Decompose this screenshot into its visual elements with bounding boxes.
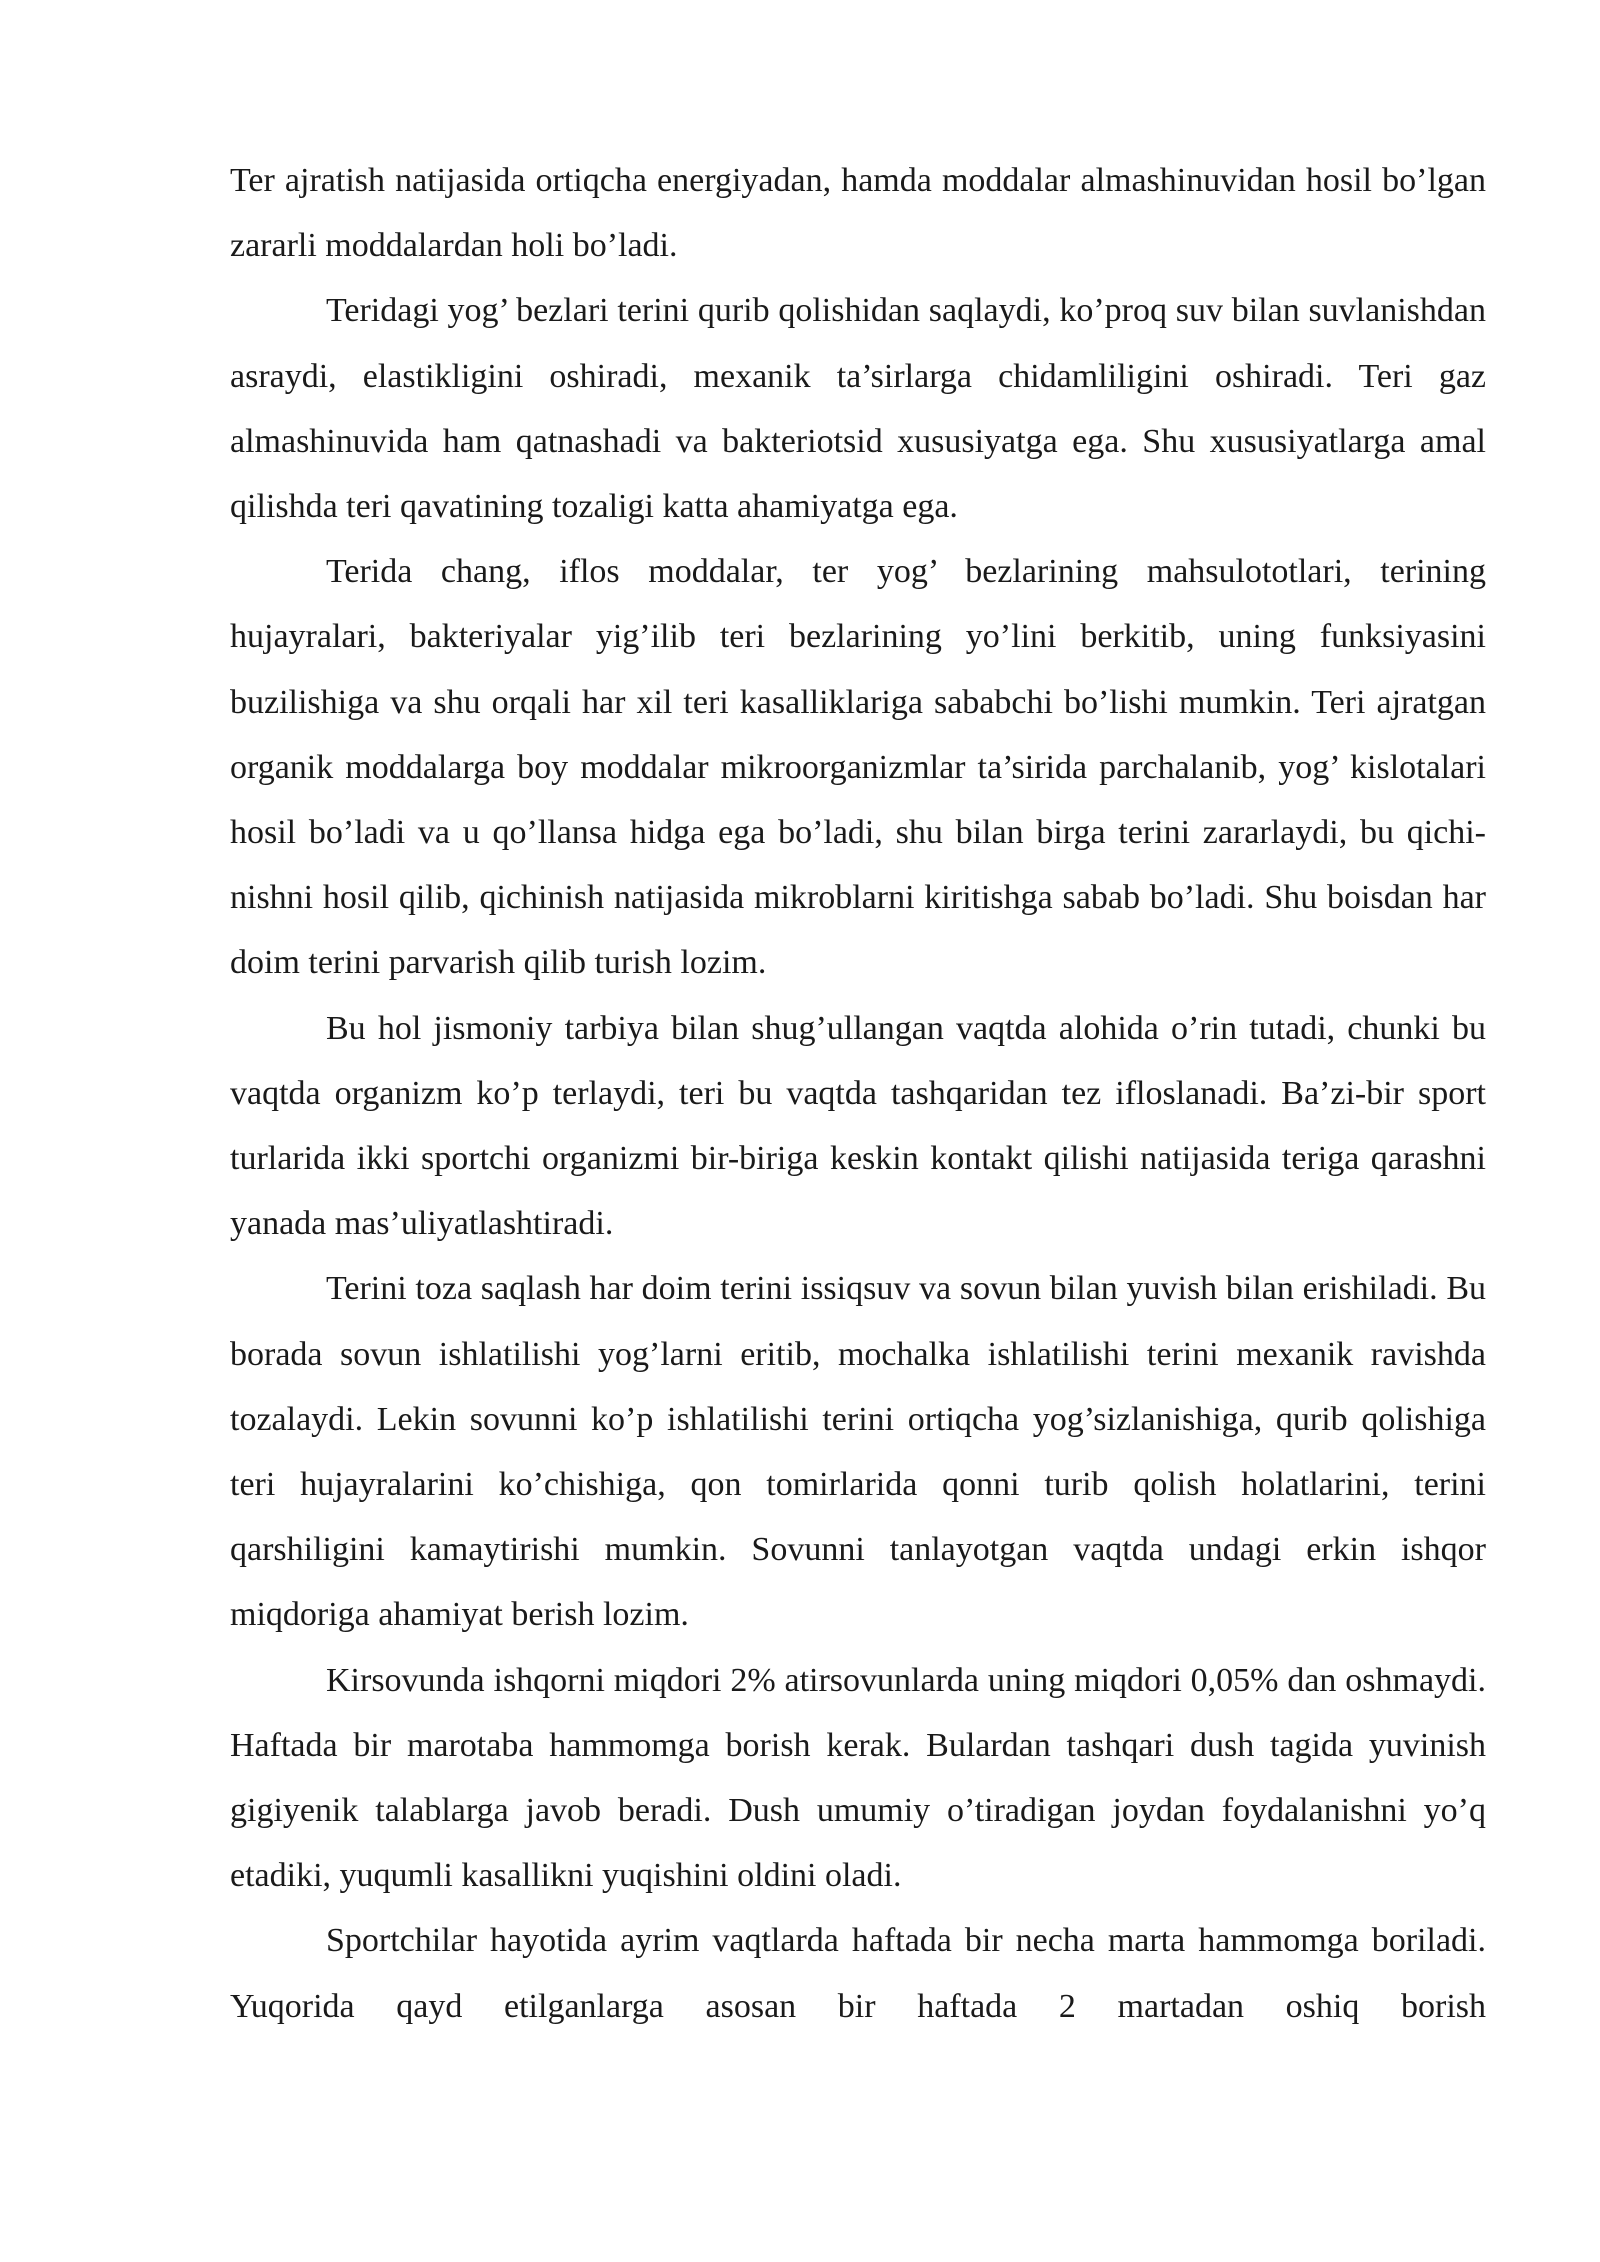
paragraph-sebaceous-glands: Teridagi yog’ bezlari terini qurib qolishidan saqlaydi, ko’proq suv bilan suvlanishdan asraydi, elastikligini oshiradi, mexanik ta’sirlarga chidamliligini oshiradi. Teri gaz almashinuvida ham qatnashadi va bakteriotsid xususiyatga ega. Shu xususiyatlarga amal qilishda teri qavatining tozaligi katta ahamiyatga ega. [230,292,1486,526]
paragraph-continuation: Ter ajratish natijasida ortiqcha energiyadan, hamda moddalar almashinuvidan hosil bo’lgan zararli moddalardan holi bo’ladi. [230,162,1486,265]
paragraph-athletes-bath: Sportchilar hayotida ayrim vaqtlarda haftada bir necha marta hammomga boriladi. Yuqorida qayd etilganlarga asosan bir haftada 2 martadan oshiq borish [230,1922,1486,2025]
document-body [230,148,1486,2039]
paragraph-physical-training: Bu hol jismoniy tarbiya bilan shug’ullangan vaqtda alohida o’rin tutadi, chunki bu vaqtda organizm ko’p terlaydi, teri bu vaqtda tashqaridan tez ifloslanadi. Ba’zi-bir sport turlarida ikki sportchi organizmi bir-biriga keskin kontakt qilishi natijasida teriga qarashni yanada mas’uliyatlashtiradi. [230,1009,1486,1243]
paragraph-skin-cleaning: Terini toza saqlash har doim terini issiqsuv va sovun bilan yuvish bilan erishiladi. Bu borada sovun ishlatilishi yog’larni eritib, mochalka ishlatilishi terini mexanik ravishda tozalaydi. Lekin sovunni ko’p ishlatilishi terini ortiqcha yog’sizlanishiga, qurib qolishiga teri hujayralarini ko’chishiga, qon tomirlarida qonni turib qolish holatlarini, terini qarshiligini kamaytirishi mumkin. Sovunni tanlayotgan vaqtda undagi erkin ishqor miqdoriga ahamiyat berish lozim. [230,1270,1486,1634]
paragraph-skin-contamination: Terida chang, iflos moddalar, ter yog’ bezlarining mahsulototlari, terining hujayralari, bakteriyalar yig’ilib teri bezlarining yo’lini berkitib, uning funksiyasini buzilishiga va shu orqali har xil teri kasalliklariga sababchi bo’lishi mumkin. Teri ajratgan organik moddalarga boy moddalar mikroorganizmlar ta’sirida parchalanib, yog’ kislotalari hosil bo’ladi va u qo’llansa hidga ega bo’ladi, shu bilan birga terini zararlaydi, bu qichi-nishni hosil qilib, qichinish natijasida mikroblarni kiritishga sabab bo’ladi. Shu boisdan har doim terini parvarish qilib turish lozim. [230,553,1486,982]
paragraph-soap-alkali: Kirsovunda ishqorni miqdori 2% atirsovunlarda uning miqdori 0,05% dan oshmaydi. Haftada bir marotaba hammomga borish kerak. Bulardan tashqari dush tagida yuvinish gigiyenik talablarga javob beradi. Dush umumiy o’tiradigan joydan foydalanishni yo’q etadiki, yuqumli kasallikni yuqishini oldini oladi. [230,1661,1486,1895]
